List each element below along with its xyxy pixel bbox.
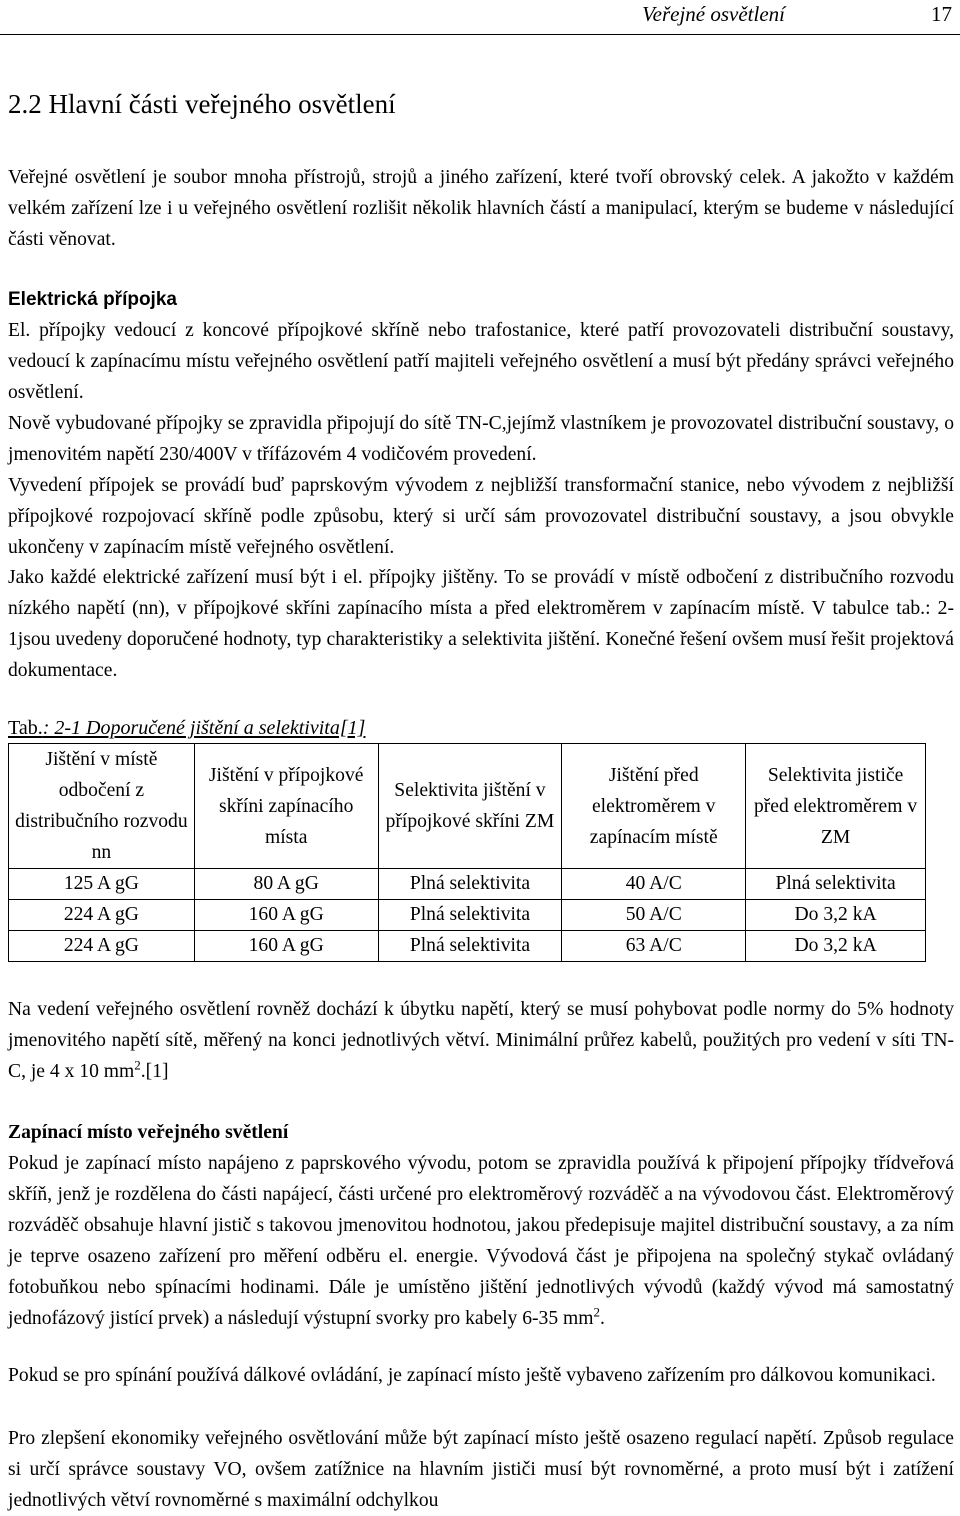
paragraph-pripojka-1: El. přípojky vedoucí z koncové přípojkové skříně nebo trafostanice, které patří provozovateli distribuční soustavy, vedoucí k zapínacímu místu veřejného osvětlení patří majiteli veřejného osvětlení a musí být předány správci veřejného osvětlení.	[8, 320, 954, 403]
table-header-cell: Selektivita jističe před elektroměrem v ZM	[746, 744, 926, 869]
table-caption-text: : 2-1 Doporučené jištění a selektivita[1]	[42, 717, 366, 739]
table-cell: Plná selektivita	[746, 869, 926, 900]
table-header-cell: Jištění v přípojkové skříni zapínacího místa	[194, 744, 378, 869]
table-cell: 125 A gG	[9, 869, 195, 900]
table-cell: Do 3,2 kA	[746, 931, 926, 962]
table-header-cell: Selektivita jištění v přípojkové skříni ZM	[378, 744, 562, 869]
paragraph-pripojka-2: Nově vybudované přípojky se zpravidla připojují do sítě TN-C,jejímž vlastníkem je provozovatel distribuční soustavy, o jmenovitém napětí 230/400V v třífázovém 4 vodičovém provedení.	[8, 413, 954, 465]
table-header-cell: Jištění před elektroměrem v zapínacím místě	[562, 744, 746, 869]
section-heading: 2.2 Hlavní části veřejného osvětlení	[8, 89, 396, 119]
table-cell: 80 A gG	[194, 869, 378, 900]
voltage-drop-tail: .[1]	[140, 1061, 169, 1082]
table-row	[9, 931, 926, 962]
page-header	[0, 0, 960, 35]
intro-paragraph: Veřejné osvětlení je soubor mnoha přístrojů, strojů a jiného zařízení, které tvoří obrovský celek. A jakožto v každém velkém zařízení lze i u veřejného osvětlení rozlišit několik hlavních částí a manipulací, kterým se budeme v následující části věnovat.	[8, 167, 954, 250]
paragraph-pripojka-4: Jako každé elektrické zařízení musí být i el. přípojky jištěny. To se provádí v místě odbočení z distribučního rozvodu nízkého napětí (nn), v přípojkové skříni zapínacího místa a před elektroměrem v zapínacím místě. V tabulce tab.: 2-1jsou uvedeny doporučené hodnoty, typ charakteristiky a selektivita jištění. Konečné řešení ovšem musí řešit projektová dokumentace.	[8, 567, 954, 681]
paragraph-voltage-drop	[8, 994, 954, 1087]
paragraph-zapinaci-3: Pro zlepšení ekonomiky veřejného osvětlování může být zapínací místo ještě osazeno regulací napětí. Způsob regulace si určí správce soustavy VO, ovšem zatížnice na hlavním jističi musí být rovnoměrné, a proto musí být i zatížení jednotlivých větví rovnoměrné s maximální odchylkou	[8, 1428, 954, 1511]
table-caption	[8, 714, 365, 742]
subheading-zapinaci-misto: Zapínací místo veřejného světlení	[8, 1122, 289, 1143]
table-cell: 63 A/C	[562, 931, 746, 962]
table-cell: Plná selektivita	[378, 900, 562, 931]
table-cell: 160 A gG	[194, 931, 378, 962]
subheading-elektricka-pripojka: Elektrická přípojka	[8, 289, 177, 310]
voltage-drop-text: Na vedení veřejného osvětlení rovněž dochází k úbytku napětí, který se musí pohybovat podle normy do 5% hodnoty jmenovitého napětí sítě, měřený na konci jednotlivých větví. Minimální průřez kabelů, použitých pro vedení v síti TN-C, je 4 x 10 mm	[8, 999, 954, 1082]
paragraph-pripojka-3: Vyvedení přípojek se provádí buď paprskovým vývodem z nejbližší transformační stanice, nebo vývodem z nejbližší přípojkové rozpojovací skříně podle způsobu, který si určí sám provozovatel distribuční soustavy, a jsou obvykle ukončeny v zapínacím místě veřejného osvětlení.	[8, 475, 954, 558]
table-cell: 50 A/C	[562, 900, 746, 931]
table-cell: Do 3,2 kA	[746, 900, 926, 931]
table-header-cell: Jištění v místě odbočení z distribučního rozvodu nn	[9, 744, 195, 869]
superscript: 2	[593, 1304, 601, 1320]
table-row	[9, 869, 926, 900]
table-cell: 224 A gG	[9, 900, 195, 931]
fuse-selectivity-table	[8, 743, 926, 962]
page-number: 17	[931, 2, 952, 26]
superscript: 2	[134, 1057, 141, 1073]
table-cell: 40 A/C	[562, 869, 746, 900]
zapinaci-1-tail: .	[600, 1308, 605, 1329]
table-row	[9, 900, 926, 931]
table-cell: 160 A gG	[194, 900, 378, 931]
zapinaci-1-text: Pokud je zapínací místo napájeno z paprskového vývodu, potom se zpravidla používá k připojení přípojky třídveřová skříň, jenž je rozdělena do části napájecí, části určené pro elektroměrový rozváděč a na vývodovou část. Elektroměrový rozváděč obsahuje hlavní jistič s takovou jmenovitou hodnotou, jakou předepisuje majitel distribuční soustavy, a za ním je teprve osazeno zařízení pro měření odběru el. energie. Vývodová část je připojena na společný stykač ovládaný fotobuňkou nebo spínacími hodinami. Dále je umístěno jištění jednotlivých vývodů (každý vývod má samostatný jednofázový jistící prvek) a následují výstupní svorky pro kabely 6-35 mm	[8, 1153, 954, 1329]
running-title: Veřejné osvětlení	[642, 2, 785, 26]
paragraph-zapinaci-2: Pokud se pro spínání používá dálkové ovládání, je zapínací místo ještě vybaveno zařízením pro dálkovou komunikaci.	[8, 1365, 936, 1386]
table-caption-prefix: Tab.	[8, 717, 43, 739]
table-header-row	[9, 744, 926, 869]
paragraph-zapinaci-1	[8, 1148, 954, 1334]
table-cell: Plná selektivita	[378, 931, 562, 962]
table-cell: 224 A gG	[9, 931, 195, 962]
table-cell: Plná selektivita	[378, 869, 562, 900]
